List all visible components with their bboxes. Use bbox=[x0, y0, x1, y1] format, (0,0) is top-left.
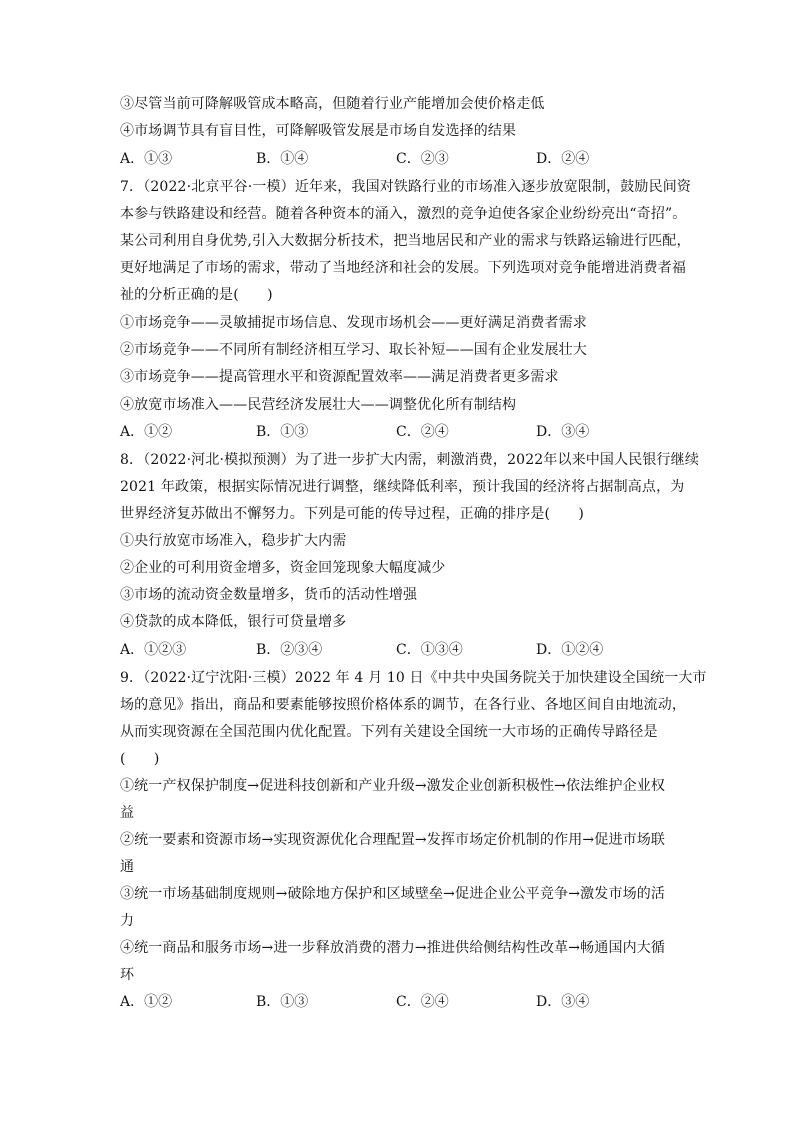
q7-stem-line: 某公司利用自身优势,引入大数据分析技术，把当地居民和产业的需求与铁路运输进行匹配， bbox=[120, 233, 691, 249]
q7-stem-line: 更好地满足了市场的需求，带动了当地经济和社会的发展。下列选项对竞争能增进消费者福 bbox=[120, 260, 686, 276]
q6-statement-3: ③尽管当前可降解吸管成本略高，但随着行业产能增加会使价格走低 bbox=[120, 96, 545, 112]
q9-stem-line: 9．（2022·辽宁沈阳·三模）2022 年 4 月 10 日《中共中央国务院关于加快建设全国统一大市 bbox=[120, 670, 707, 686]
q6-option-d: D．②④ bbox=[536, 151, 590, 167]
q9-statement-2: ②统一要素和资源市场→实现资源优化合理配置→发挥市场定价机制的作用→促进市场联 bbox=[120, 832, 666, 848]
q8-stem-line: 2021 年政策，根据实际情况进行调整，继续降低利率，预计我国的经济将占据制高点，为 bbox=[120, 479, 685, 495]
q8-option-b: B．②③④ bbox=[256, 642, 323, 658]
q9-statement-1-cont: 益 bbox=[120, 805, 135, 821]
q7-statement-1: ①市场竞争——灵敏捕捉市场信息、发现市场机会——更好满足消费者需求 bbox=[120, 315, 587, 331]
q9-statement-3: ③统一市场基础制度规则→破除地方保护和区域壁垒→促进企业公平竞争→激发市场的活 bbox=[120, 886, 666, 902]
q9-stem-line: ( ) bbox=[120, 751, 160, 767]
q8-stem-line: 世界经济复苏做出不懈努力。下列是可能的传导过程，正确的排序是( ) bbox=[120, 506, 585, 522]
q7-option-b: B．①③ bbox=[256, 424, 309, 440]
q8-option-a: A．①②③ bbox=[120, 642, 187, 658]
q9-option-d: D．③④ bbox=[536, 994, 590, 1010]
q9-options bbox=[120, 992, 680, 1012]
q8-statement-1: ①央行放宽市场准入，稳步扩大内需 bbox=[120, 533, 347, 549]
q8-option-d: D．①②④ bbox=[536, 642, 604, 658]
q9-statement-4: ④统一商品和服务市场→进一步释放消费的潜力→推进供给侧结构性改革→畅通国内大循 bbox=[120, 940, 666, 956]
q6-option-c: C．②③ bbox=[396, 151, 449, 167]
q9-option-a: A．①② bbox=[120, 994, 173, 1010]
q7-option-c: C．②④ bbox=[396, 424, 449, 440]
q7-option-a: A．①② bbox=[120, 424, 173, 440]
q7-statement-4: ④放宽市场准入——民营经济发展壮大——调整优化所有制结构 bbox=[120, 397, 517, 413]
q9-option-b: B．①③ bbox=[256, 994, 309, 1010]
q8-statement-2: ②企业的可利用资金增多，资金回笼现象大幅度减少 bbox=[120, 560, 446, 576]
q9-statement-1: ①统一产权保护制度→促进科技创新和产业升级→激发企业创新积极性→依法维护企业权 bbox=[120, 778, 666, 794]
q9-option-c: C．②④ bbox=[396, 994, 449, 1010]
q8-stem-line: 8．（2022·河北·模拟预测）为了进一步扩大内需，刺激消费，2022年以来中国人民银行继续 bbox=[120, 452, 699, 468]
q8-statement-4: ④贷款的成本降低，银行可贷量增多 bbox=[120, 614, 347, 630]
q7-stem-line: 7．（2022·北京平谷·一模）近年来，我国对铁路行业的市场准入逐步放宽限制，鼓励民间资 bbox=[120, 179, 692, 195]
q6-statement-4: ④市场调节具有盲目性，可降解吸管发展是市场自发选择的结果 bbox=[120, 123, 517, 139]
q6-option-a: A．①③ bbox=[120, 151, 173, 167]
q9-statement-3-cont: 力 bbox=[120, 913, 135, 929]
q8-statement-3: ③市场的流动资金数量增多，货币的活动性增强 bbox=[120, 587, 418, 603]
q7-options bbox=[120, 422, 680, 442]
q7-option-d: D．③④ bbox=[536, 424, 590, 440]
q9-stem-line: 从而实现资源在全国范围内优化配置。下列有关建设全国统一大市场的正确传导路径是 bbox=[120, 724, 658, 740]
q9-statement-4-cont: 环 bbox=[120, 967, 135, 983]
q8-options bbox=[120, 640, 680, 660]
q8-option-c: C．①③④ bbox=[396, 642, 463, 658]
q7-stem-line: 本参与铁路建设和经营。随着各种资本的涌入，激烈的竞争迫使各家企业纷纷亮出“奇招”。 bbox=[120, 206, 687, 222]
q9-stem-line: 场的意见》指出，商品和要素能够按照价格体系的调节，在各行业、各地区间自由地流动， bbox=[120, 697, 686, 713]
q6-option-b: B．①④ bbox=[256, 151, 309, 167]
q7-statement-2: ②市场竞争——不同所有制经济相互学习、取长补短——国有企业发展壮大 bbox=[120, 342, 587, 358]
q6-options bbox=[120, 149, 680, 169]
q7-stem-line: 祉的分析正确的是( ) bbox=[120, 287, 273, 303]
q7-statement-3: ③市场竞争——提高管理水平和资源配置效率——满足消费者更多需求 bbox=[120, 369, 559, 385]
q9-statement-2-cont: 通 bbox=[120, 859, 135, 875]
